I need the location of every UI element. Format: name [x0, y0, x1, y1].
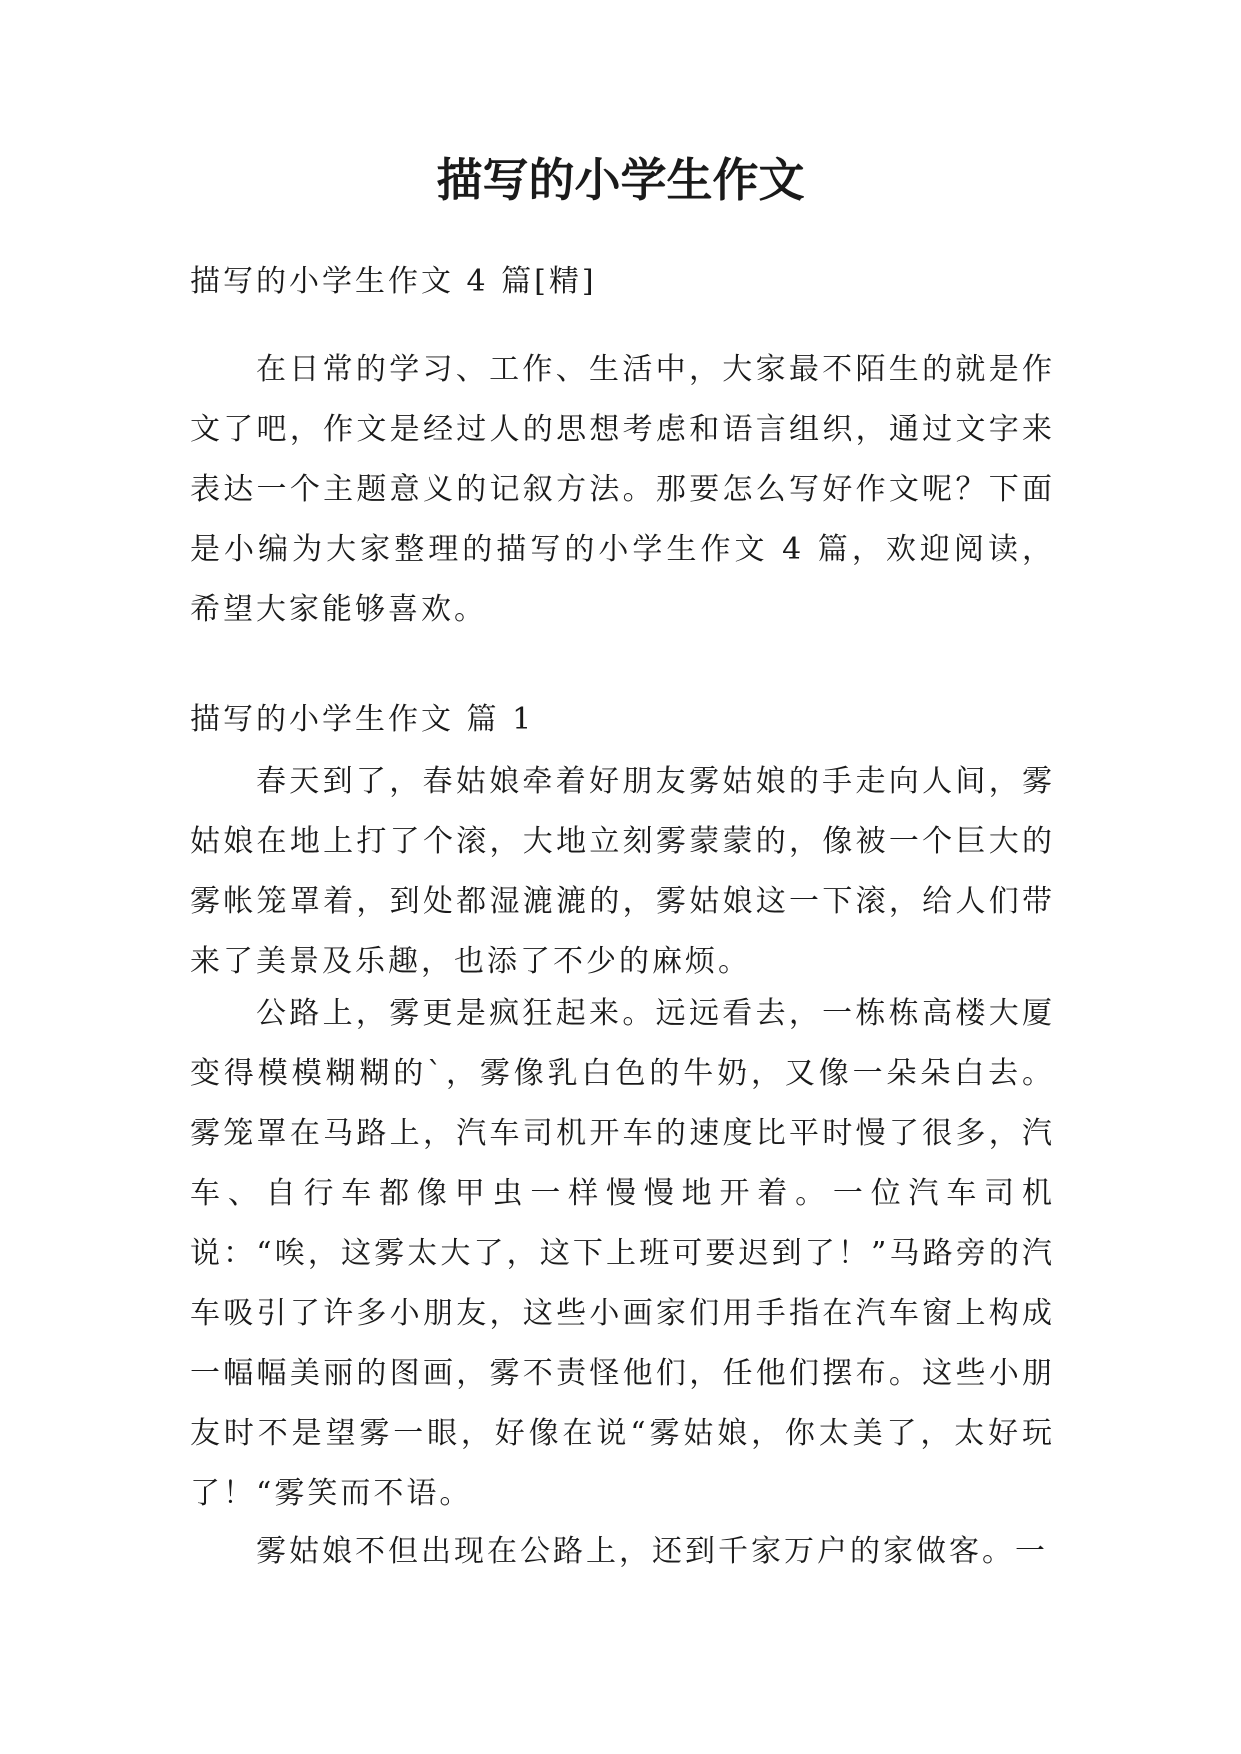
- intro-heading: 描写的小学生作文 4 篇[精]: [190, 264, 597, 299]
- section-paragraph: 公路上，雾更是疯狂起来。远远看去，一栋栋高楼大厦变得模模糊糊的`，雾像乳白色的牛奶，又像一朵朵白去。雾笼罩在马路上，汽车司机开车的速度比平时慢了很多，汽车、自行车都像甲虫一样慢慢地开着。一位汽车司机说：“唉，这雾太大了，这下上班可要迟到了！”马路旁的汽车吸引了许多小朋友，这些小画家们用手指在汽车窗上构成一幅幅美丽的图画，雾不责怪他们，任他们摆布。这些小朋友时不是望雾一眼，好像在说“雾姑娘，你太美了，太好玩了！“雾笑而不语。: [190, 996, 1055, 1511]
- document-title: 描写的小学生作文: [436, 153, 805, 207]
- section-heading: 描写的小学生作文 篇 1: [190, 702, 535, 737]
- section-paragraph: 春天到了，春姑娘牵着好朋友雾姑娘的手走向人间，雾姑娘在地上打了个滚，大地立刻雾蒙蒙的，像被一个巨大的雾帐笼罩着，到处都湿漉漉的，雾姑娘这一下滚，给人们带来了美景及乐趣，也添了不少的麻烦。: [190, 764, 1055, 979]
- intro-paragraph: 在日常的学习、工作、生活中，大家最不陌生的就是作文了吧，作文是经过人的思想考虑和语言组织，通过文字来表达一个主题意义的记叙方法。那要怎么写好作文呢？下面是小编为大家整理的描写的小学生作文 4 篇，欢迎阅读，希望大家能够喜欢。: [190, 352, 1055, 627]
- section-paragraph: 雾姑娘不但出现在公路上，还到千家万户的家做客。一: [256, 1534, 1048, 1569]
